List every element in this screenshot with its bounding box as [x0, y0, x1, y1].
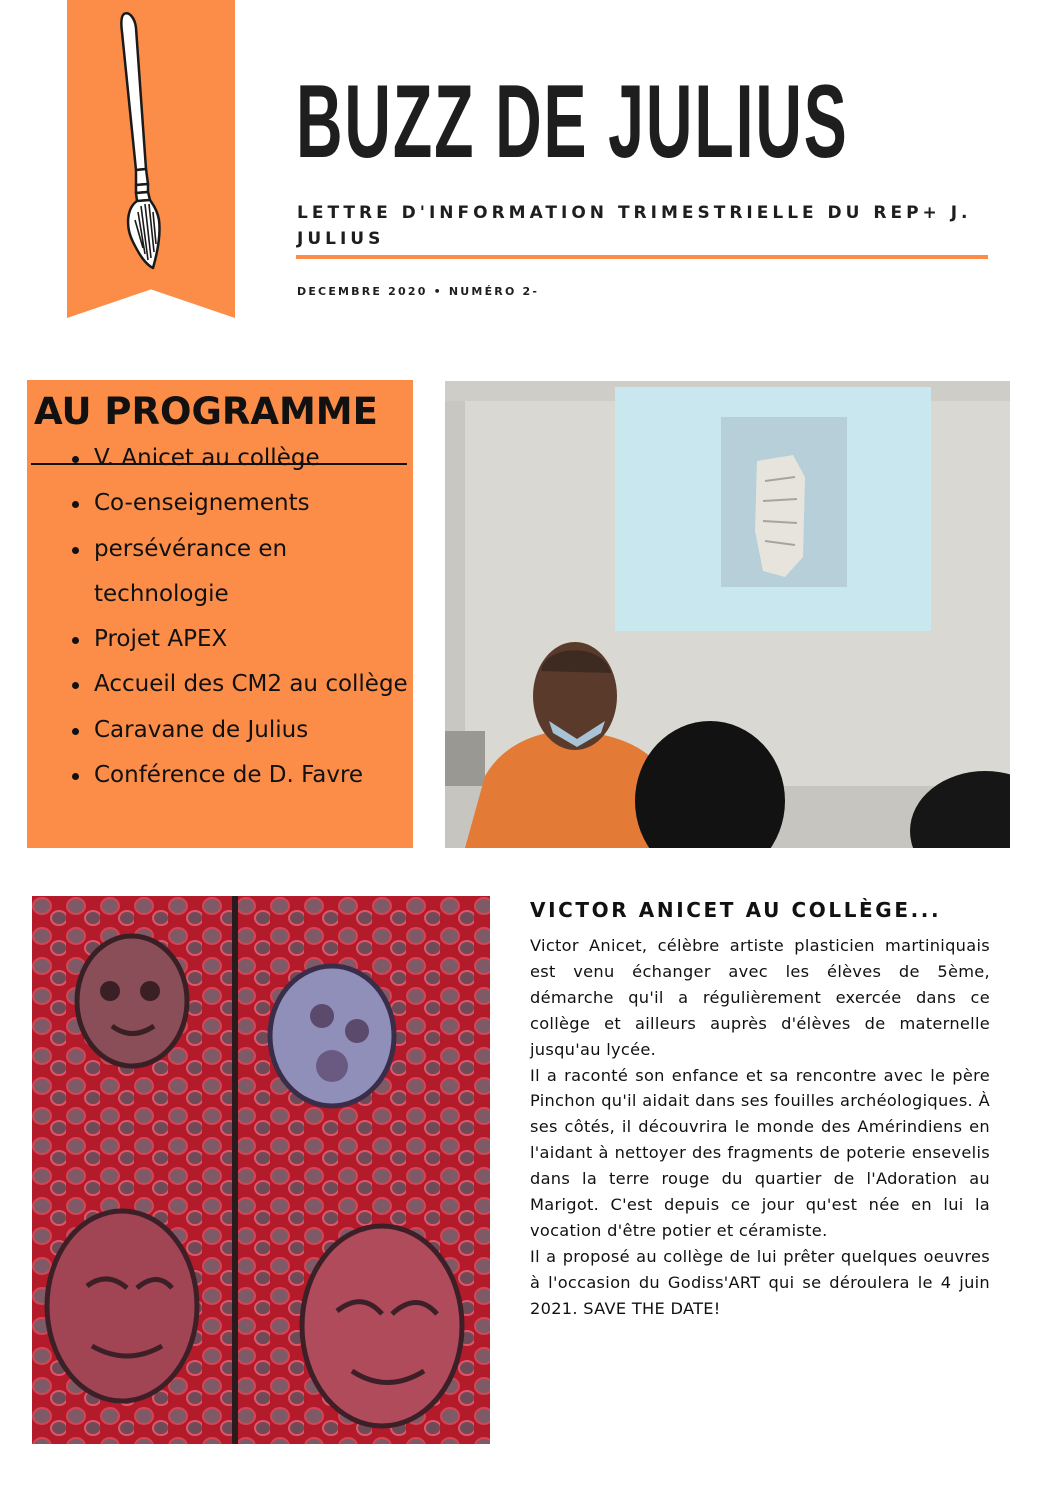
program-item: Co-enseignements — [94, 481, 413, 526]
bullet-icon — [72, 501, 79, 508]
newsletter-subtitle: LETTRE D'INFORMATION TRIMESTRIELLE DU REP+ J. JULIUS — [297, 203, 972, 249]
article-paragraph: Il a proposé au collège de lui prêter quelques oeuvres à l'occasion du Godiss'ART qui se déroulera le 4 juin 2021. SAVE THE DATE! — [530, 1246, 990, 1318]
program-box — [27, 380, 413, 848]
article-body — [530, 933, 990, 1322]
bullet-icon — [72, 547, 79, 554]
newsletter-title: BUZZ DE JULIUS — [296, 64, 849, 180]
program-item: Accueil des CM2 au collège — [94, 662, 413, 707]
conference-photo — [445, 381, 1010, 848]
bullet-icon — [72, 728, 79, 735]
bullet-icon — [72, 637, 79, 644]
program-list — [27, 436, 413, 798]
bullet-icon — [72, 682, 79, 689]
bullet-icon — [72, 773, 79, 780]
article-paragraph: Victor Anicet, célèbre artiste plasticien martiniquais est venu échanger avec les élèves de 5ème, démarche qu'il a régulièrement exercée dans ce collège et ailleurs auprès d'élèves de maternelle jusqu'au lycée. — [530, 936, 990, 1059]
program-item: persévérance en technologie — [94, 527, 413, 618]
program-item: Projet APEX — [94, 617, 413, 662]
subtitle-divider — [296, 255, 988, 259]
article-paragraph: Il a raconté son enfance et sa rencontre avec le père Pinchon qu'il aidait dans ses fouilles archéologiques. À ses côtés, il découvrira le monde des Amérindiens en l'aidant à nettoyer des fragments de poterie ensevelis dans la terre rouge du quartier de l'Adoration au Marigot. C'est depuis ce jour qu'est née en lui la vocation d'être potier et céramiste. — [530, 1065, 990, 1240]
article-title: VICTOR ANICET AU COLLÈGE... — [530, 898, 942, 922]
paintbrush-icon — [111, 8, 191, 273]
program-item: Caravane de Julius — [94, 708, 413, 753]
header-banner — [67, 0, 235, 318]
issue-info: DECEMBRE 2020 • NUMÉRO 2- — [297, 285, 540, 298]
program-item: Conférence de D. Favre — [94, 753, 413, 798]
program-heading: AU PROGRAMME — [34, 390, 378, 433]
bullet-icon — [72, 456, 79, 463]
ceramic-artwork-photo — [32, 896, 490, 1444]
program-item: V. Anicet au collège — [94, 436, 413, 481]
